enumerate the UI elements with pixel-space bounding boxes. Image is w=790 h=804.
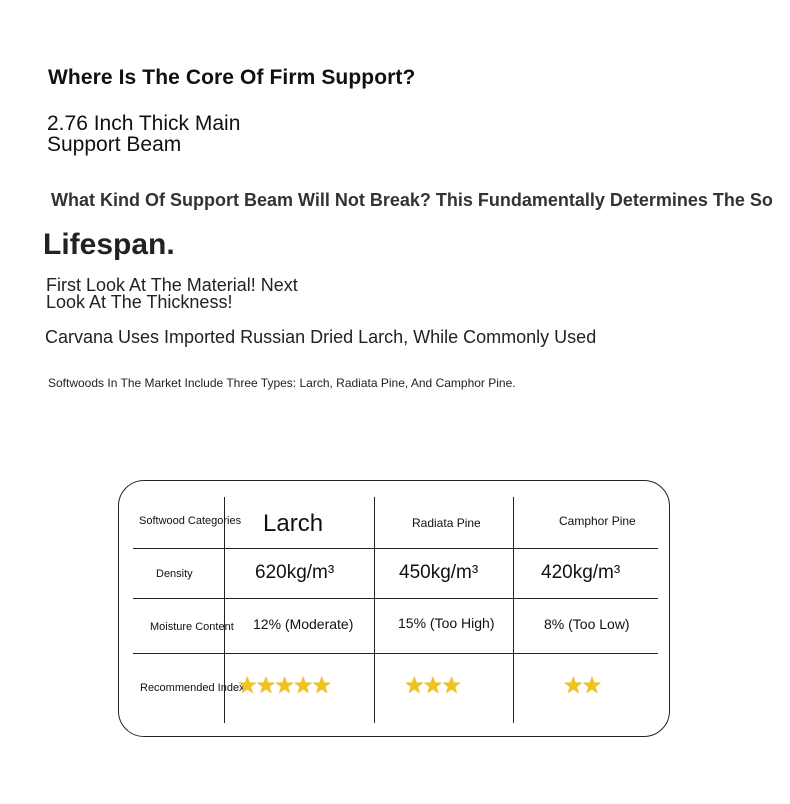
density-camphor: 420kg/m³ <box>541 562 621 583</box>
carvana-larch-text: Carvana Uses Imported Russian Dried Larch, While Commonly Used <box>45 327 597 347</box>
look-line2: Look At The Thickness! <box>46 292 233 312</box>
table-divider-col3 <box>513 497 514 723</box>
moisture-camphor: 8% (Too Low) <box>544 616 630 632</box>
recommended-radiata-stars-icon: ★★★ <box>404 672 460 698</box>
header-camphor: Camphor Pine <box>559 514 636 528</box>
table-divider-row2 <box>133 598 658 599</box>
beam-title-line1: 2.76 Inch Thick Main <box>47 112 241 135</box>
table-divider-col2 <box>374 497 375 723</box>
density-radiata: 450kg/m³ <box>399 562 479 583</box>
recommended-larch-stars-icon: ★★★★★ <box>237 672 331 698</box>
density-larch: 620kg/m³ <box>255 562 335 583</box>
page-heading: Where Is The Core Of Firm Support? <box>48 66 416 89</box>
recommended-camphor-stars-icon: ★★ <box>563 672 601 698</box>
lifespan-text: Lifespan. <box>43 228 175 261</box>
moisture-larch: 12% (Moderate) <box>253 616 354 632</box>
header-label: Softwood Categories <box>139 515 242 527</box>
moisture-radiata: 15% (Too High) <box>398 615 495 631</box>
beam-title <box>47 113 240 155</box>
softwoods-text: Softwoods In The Market Include Three Types: Larch, Radiata Pine, And Camphor Pine. <box>48 376 516 390</box>
header-larch: Larch <box>263 510 324 537</box>
table-divider-row1 <box>133 548 658 549</box>
density-label: Density <box>156 568 193 580</box>
moisture-label: Moisture Content <box>150 621 234 633</box>
material-thickness-text <box>46 277 298 311</box>
recommended-label: Recommended Index <box>140 682 245 694</box>
support-question: What Kind Of Support Beam Will Not Break? This Fundamentally Determines The So <box>51 190 773 210</box>
look-line1: First Look At The Material! Next <box>46 275 298 295</box>
beam-title-line2: Support Beam <box>47 133 182 156</box>
header-radiata: Radiata Pine <box>412 516 481 530</box>
table-divider-row3 <box>133 653 658 654</box>
